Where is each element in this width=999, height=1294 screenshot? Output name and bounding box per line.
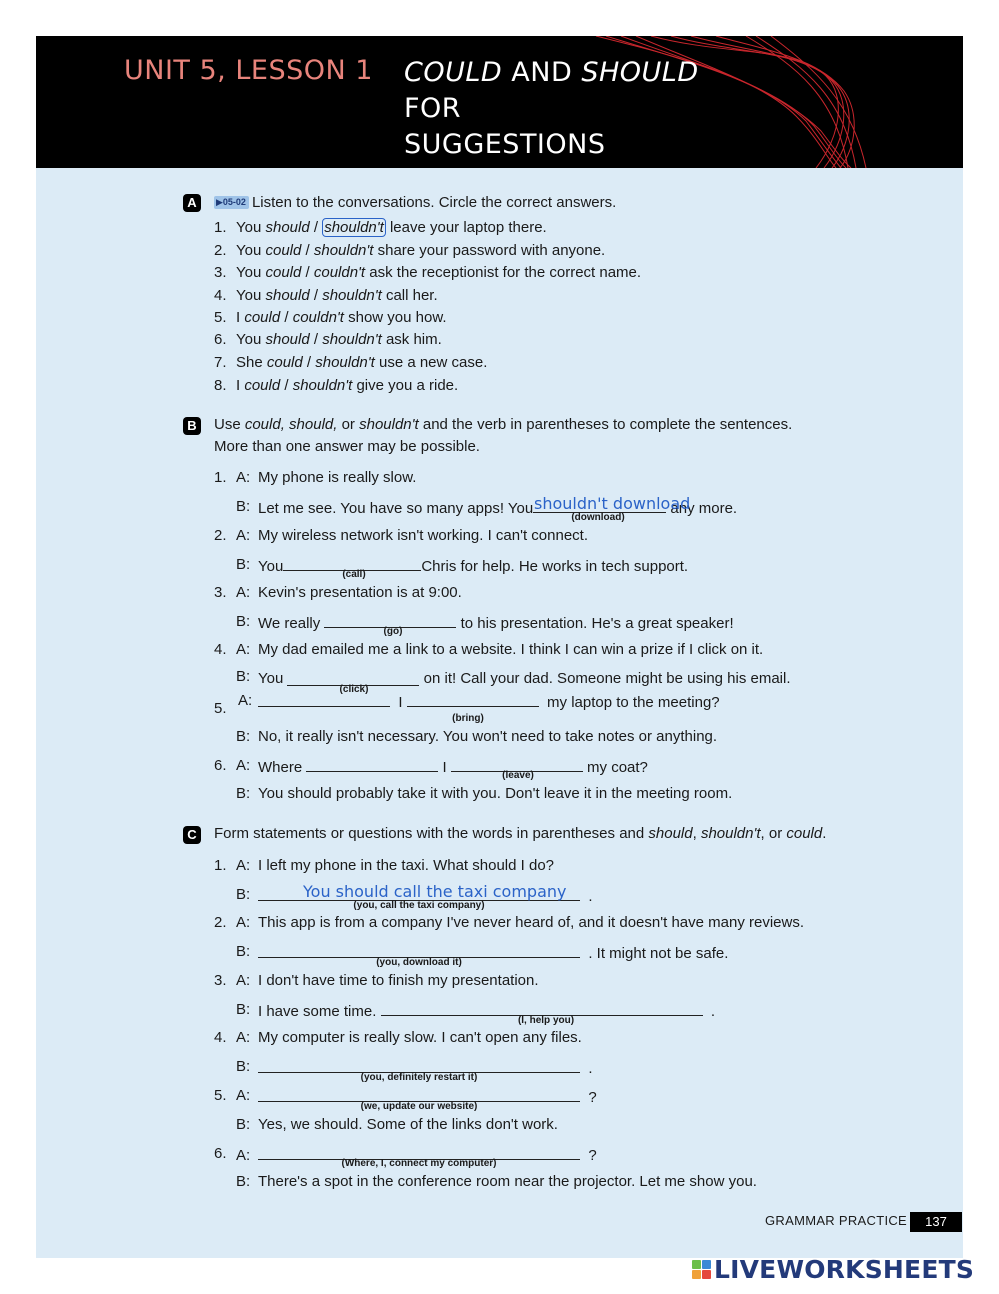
sentence-pre: I [236,377,245,394]
item-number: 4. [214,287,227,304]
choice-opt1[interactable]: could [265,264,302,281]
sentence-pre: You [236,331,266,348]
sentence-post: leave your laptop there. [385,219,547,236]
section-a-item-1 [236,219,547,236]
c3-line-b: I have some time. . [258,1003,716,1020]
section-a-item-6 [236,331,442,348]
item-number: 1. [214,219,227,236]
choice-opt2[interactable]: couldn't [313,264,366,281]
b3-line-a: Kevin's presentation is at 9:00. [258,584,462,601]
b4-hint: (click) [339,684,369,695]
b2-line-b: You Chris for help. He works in tech support. [258,558,689,575]
speaker-label: A: [236,972,251,989]
section-b-instruction-line2: More than one answer may be possible. [214,438,480,455]
item-number: 8. [214,377,227,394]
speaker-label: B: [236,668,251,685]
item-number: 1. [214,857,227,874]
sentence-post: ask the receptionist for the correct name. [365,264,642,281]
choice-opt2[interactable]: shouldn't [324,219,384,236]
speaker-label: A: [236,914,251,931]
c4-hint: (you, definitely restart it) [360,1072,478,1083]
sentence-pre: You [236,219,266,236]
item-number: 3. [214,264,227,281]
speaker-label: B: [236,785,251,802]
section-b-instruction: Use could, should, or shouldn't and the verb in parentheses to complete the sentences. [214,416,793,433]
b1-hint: (download) [571,512,625,523]
c5-line-a: ? [258,1087,597,1106]
item-number: 5. [214,700,227,717]
section-a-item-5 [236,309,447,326]
b6-hint: (leave) [502,770,534,781]
sentence-sep: / [301,242,314,259]
speaker-label: A: [236,1029,251,1046]
item-number: 3. [214,972,227,989]
c2-line-b: . It might not be safe. [258,943,728,962]
speaker-label: B: [236,728,251,745]
sentence-sep: / [301,264,314,281]
speaker-label: B: [236,498,251,515]
liveworksheets-logo-text: LIVEWORKSHEETS [714,1255,975,1284]
choice-opt1[interactable]: could [244,377,281,394]
sentence-pre: You [236,287,266,304]
section-b-badge: B [183,417,201,435]
b5-answer-field-1[interactable] [258,692,390,707]
item-number: 6. [214,1145,227,1162]
sentence-sep: / [309,331,323,348]
choice-opt2[interactable]: shouldn't [292,377,353,394]
choice-opt1[interactable]: should [265,287,310,304]
item-number: 4. [214,1029,227,1046]
c4-line-b: . [258,1058,593,1077]
speaker-label: B: [236,886,251,903]
choice-opt1[interactable]: could [265,242,302,259]
c6-line-a: ? [258,1145,597,1164]
section-a-item-8 [236,377,458,394]
choice-opt1[interactable]: should [265,331,310,348]
b3-hint: (go) [383,626,403,637]
sentence-post: share your password with anyone. [373,242,606,259]
section-a-item-2 [236,242,605,259]
c5-hint: (we, update our website) [360,1101,478,1112]
section-c-instruction: Form statements or questions with the words in parentheses and should, shouldn't, or could. [214,825,827,842]
c2-hint: (you, download it) [376,957,462,968]
speaker-label: B: [236,1173,251,1190]
c1-hint: (you, call the taxi company) [353,900,485,911]
item-number: 5. [214,309,227,326]
speaker-label: A: [236,1087,251,1104]
c6-hint: (Where, I, connect my computer) [341,1158,497,1169]
speaker-label: A: [236,1147,251,1164]
speaker-label: A: [236,757,251,774]
b1-line-a: My phone is really slow. [258,469,417,486]
item-number: 6. [214,757,227,774]
b5-hint: (bring) [452,713,484,724]
choice-opt2[interactable]: shouldn't [315,354,375,371]
sentence-post: call her. [381,287,438,304]
choice-opt1[interactable]: could [244,309,281,326]
item-number: 6. [214,331,227,348]
liveworksheets-logo-icon [692,1260,711,1279]
c5-line-b: Yes, we should. Some of the links don't work. [258,1116,558,1133]
sentence-post: show you how. [343,309,447,326]
b1-answer-text[interactable]: shouldn't download [534,494,691,513]
lesson-title: COULD AND SHOULD FOR SUGGESTIONS [404,57,699,160]
speaker-label: A: [236,641,251,658]
choice-opt1[interactable]: could [266,354,303,371]
item-number: 2. [214,527,227,544]
c5-answer-field[interactable] [258,1087,580,1102]
liveworksheets-logo[interactable] [692,1255,974,1284]
b6-answer-field-1[interactable] [306,757,438,772]
choice-opt2[interactable]: shouldn't [322,287,382,304]
item-number: 4. [214,641,227,658]
speaker-label: A: [236,469,251,486]
b2-line-a: My wireless network isn't working. I can't connect. [258,527,589,544]
audio-track-icon[interactable]: ▶05-02 [214,196,249,209]
sentence-pre: I [236,309,245,326]
speaker-label: B: [236,1058,251,1075]
unit-lesson-label: UNIT 5, LESSON 1 [124,55,373,86]
c3-answer-field[interactable] [381,1001,703,1016]
sentence-post: use a new case. [374,354,488,371]
sentence-sep: / [280,309,293,326]
sentence-post: give you a ride. [352,377,459,394]
b4-line-b: You on it! Call your dad. Someone might be using his email. [258,670,791,687]
section-a-item-7 [236,354,487,371]
sentence-sep: / [309,219,323,236]
speaker-label: A: [236,857,251,874]
b5-line-b: No, it really isn't necessary. You won't need to take notes or anything. [258,728,718,745]
b3-line-b: We really to his presentation. He's a great speaker! [258,615,734,632]
b5-line-a: I my laptop to the meeting? [258,692,720,711]
c1-line-a: I left my phone in the taxi. What should I do? [258,857,555,874]
item-number: 5. [214,1087,227,1104]
b4-line-a: My dad emailed me a link to a website. I think I can win a prize if I click on it. [258,641,764,658]
speaker-label: A: [238,692,253,709]
section-a-instruction: ▶05-02 Listen to the conversations. Circle the correct answers. [216,194,617,211]
c3-line-a: I don't have time to finish my presentation. [258,972,539,989]
c3-hint: (I, help you) [517,1015,575,1026]
c6-line-b: There's a spot in the conference room near the projector. Let me show you. [258,1173,757,1190]
speaker-label: A: [236,527,251,544]
speaker-label: B: [236,556,251,573]
choice-opt2[interactable]: shouldn't [322,331,382,348]
c4-line-a: My computer is really slow. I can't open any files. [258,1029,582,1046]
item-number: 7. [214,354,227,371]
sentence-pre: You [236,242,266,259]
c2-line-a: This app is from a company I've never heard of, and it doesn't have many reviews. [258,914,804,931]
b6-line-b: You should probably take it with you. Don't leave it in the meeting room. [258,785,733,802]
speaker-label: B: [236,943,251,960]
item-number: 2. [214,242,227,259]
c1-answer-text[interactable]: You should call the taxi company [303,882,567,901]
b5-answer-field-2[interactable] [407,692,539,707]
item-number: 2. [214,914,227,931]
sentence-sep: / [302,354,316,371]
speaker-label: B: [236,1001,251,1018]
sentence-post: ask him. [381,331,442,348]
sentence-pre: She [236,354,267,371]
b2-hint: (call) [342,569,366,580]
c4-answer-field[interactable] [258,1058,580,1073]
choice-opt2[interactable]: couldn't [292,309,344,326]
choice-opt1[interactable]: should [265,219,310,236]
sentence-pre: You [236,264,266,281]
footer-label: GRAMMAR PRACTICE [765,1213,908,1228]
section-a-item-4 [236,287,438,304]
c1-line-b: . [258,886,593,905]
speaker-label: A: [236,584,251,601]
section-a-badge: A [183,194,201,212]
page-number: 137 [910,1212,962,1232]
section-c-badge: C [183,826,201,844]
b1-line-b: Let me see. You have so many apps! You any more. [258,500,738,517]
sentence-sep: / [280,377,293,394]
choice-opt2[interactable]: shouldn't [313,242,374,259]
section-a-item-3 [236,264,641,281]
sentence-sep: / [309,287,323,304]
item-number: 1. [214,469,227,486]
item-number: 3. [214,584,227,601]
speaker-label: B: [236,613,251,630]
speaker-label: B: [236,1116,251,1133]
c2-answer-field[interactable] [258,943,580,958]
b6-line-a: Where I my coat? [258,759,648,776]
